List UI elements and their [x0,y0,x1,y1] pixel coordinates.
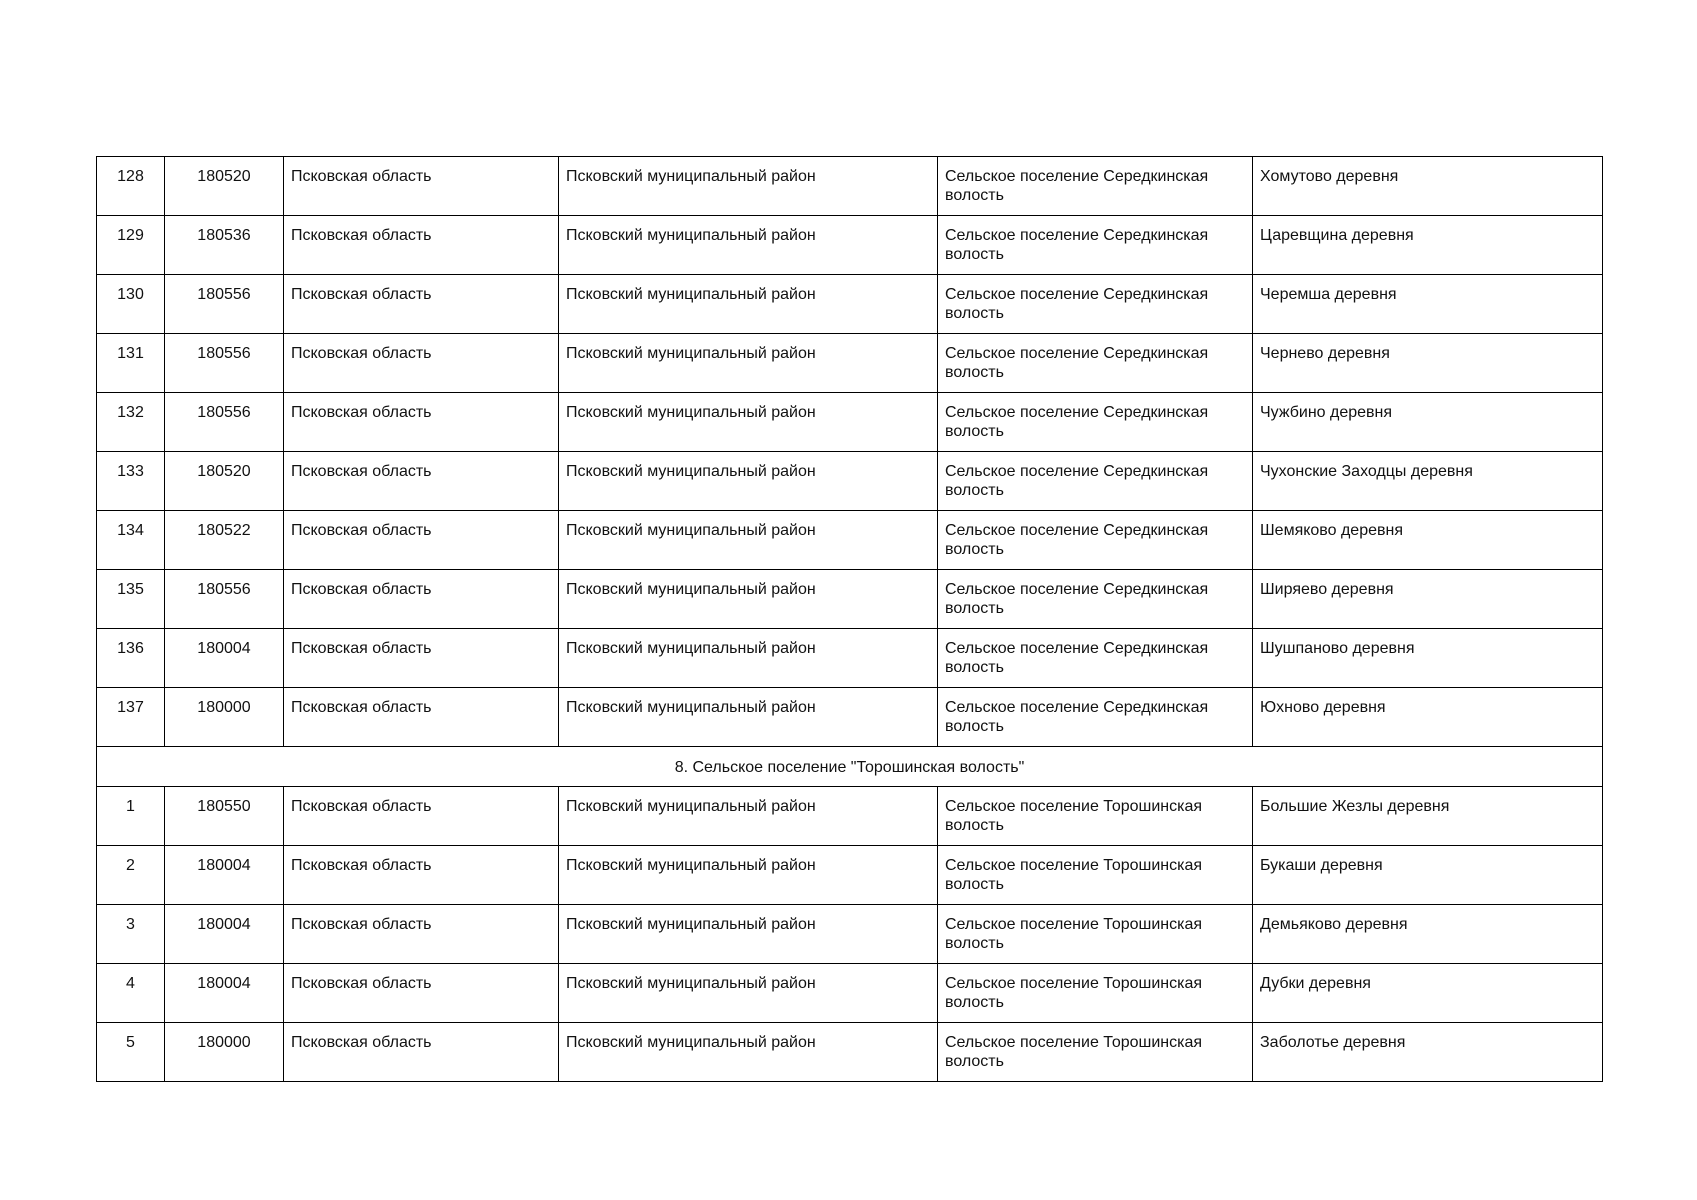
table-row [97,275,1603,334]
region-cell: Псковская область [284,157,559,216]
table-row [97,688,1603,747]
district-cell: Псковский муниципальный район [559,570,938,629]
postal-code: 180556 [165,570,284,629]
row-number: 1 [97,787,165,846]
settlement-cell: Сельское поселение Середкинская волость [938,688,1253,747]
table-row [97,334,1603,393]
region-cell: Псковская область [284,787,559,846]
table-row [97,452,1603,511]
row-number: 129 [97,216,165,275]
locality-cell: Дубки деревня [1253,964,1603,1023]
region-cell: Псковская область [284,846,559,905]
settlement-cell: Сельское поселение Торошинская волость [938,905,1253,964]
settlement-cell: Сельское поселение Торошинская волость [938,1023,1253,1082]
settlement-cell: Сельское поселение Середкинская волость [938,157,1253,216]
settlement-cell: Сельское поселение Середкинская волость [938,393,1253,452]
table-row [97,511,1603,570]
postal-code: 180004 [165,905,284,964]
district-cell: Псковский муниципальный район [559,1023,938,1082]
region-cell: Псковская область [284,1023,559,1082]
postal-code: 180556 [165,393,284,452]
locality-cell: Шушпаново деревня [1253,629,1603,688]
row-number: 134 [97,511,165,570]
district-cell: Псковский муниципальный район [559,275,938,334]
region-cell: Псковская область [284,964,559,1023]
locality-cell: Царевщина деревня [1253,216,1603,275]
locality-cell: Чухонские Заходцы деревня [1253,452,1603,511]
postal-code: 180520 [165,157,284,216]
district-cell: Псковский муниципальный район [559,964,938,1023]
table-row [97,216,1603,275]
locality-cell: Шемяково деревня [1253,511,1603,570]
table-row [97,157,1603,216]
district-cell: Псковский муниципальный район [559,334,938,393]
district-cell: Псковский муниципальный район [559,688,938,747]
postal-code: 180004 [165,629,284,688]
table-row [97,393,1603,452]
region-cell: Псковская область [284,511,559,570]
district-cell: Псковский муниципальный район [559,905,938,964]
settlement-cell: Сельское поселение Середкинская волость [938,629,1253,688]
table-row [97,1023,1603,1082]
district-cell: Псковский муниципальный район [559,157,938,216]
region-cell: Псковская область [284,216,559,275]
row-number: 137 [97,688,165,747]
row-number: 130 [97,275,165,334]
row-number: 131 [97,334,165,393]
settlement-cell: Сельское поселение Середкинская волость [938,511,1253,570]
row-number: 133 [97,452,165,511]
row-number: 136 [97,629,165,688]
row-number: 5 [97,1023,165,1082]
locality-cell: Чернево деревня [1253,334,1603,393]
postal-code: 180000 [165,688,284,747]
settlement-cell: Сельское поселение Середкинская волость [938,275,1253,334]
locality-cell: Чужбино деревня [1253,393,1603,452]
region-cell: Псковская область [284,334,559,393]
district-cell: Псковский муниципальный район [559,216,938,275]
postal-code: 180000 [165,1023,284,1082]
table-row [97,964,1603,1023]
locality-cell: Демьяково деревня [1253,905,1603,964]
row-number: 135 [97,570,165,629]
locality-cell: Ширяево деревня [1253,570,1603,629]
postal-code: 180004 [165,846,284,905]
table-row [97,629,1603,688]
locality-cell: Большие Жезлы деревня [1253,787,1603,846]
postal-code: 180522 [165,511,284,570]
region-cell: Псковская область [284,452,559,511]
settlement-cell: Сельское поселение Торошинская волость [938,787,1253,846]
table-row [97,570,1603,629]
settlements-table [96,156,1603,1082]
locality-cell: Хомутово деревня [1253,157,1603,216]
settlement-cell: Сельское поселение Середкинская волость [938,570,1253,629]
row-number: 3 [97,905,165,964]
row-number: 128 [97,157,165,216]
postal-code: 180536 [165,216,284,275]
postal-code: 180004 [165,964,284,1023]
postal-code: 180556 [165,275,284,334]
row-number: 132 [97,393,165,452]
region-cell: Псковская область [284,905,559,964]
region-cell: Псковская область [284,275,559,334]
table-row [97,905,1603,964]
row-number: 4 [97,964,165,1023]
region-cell: Псковская область [284,393,559,452]
postal-code: 180556 [165,334,284,393]
district-cell: Псковский муниципальный район [559,629,938,688]
settlement-cell: Сельское поселение Торошинская волость [938,846,1253,905]
locality-cell: Черемша деревня [1253,275,1603,334]
settlement-cell: Сельское поселение Середкинская волость [938,452,1253,511]
locality-cell: Заболотье деревня [1253,1023,1603,1082]
row-number: 2 [97,846,165,905]
section-heading: 8. Сельское поселение "Торошинская волость" [97,747,1603,787]
district-cell: Псковский муниципальный район [559,452,938,511]
locality-cell: Букаши деревня [1253,846,1603,905]
settlement-cell: Сельское поселение Середкинская волость [938,334,1253,393]
region-cell: Псковская область [284,688,559,747]
district-cell: Псковский муниципальный район [559,511,938,570]
postal-code: 180550 [165,787,284,846]
district-cell: Псковский муниципальный район [559,846,938,905]
settlement-cell: Сельское поселение Середкинская волость [938,216,1253,275]
district-cell: Псковский муниципальный район [559,787,938,846]
locality-cell: Юхново деревня [1253,688,1603,747]
table-row [97,787,1603,846]
region-cell: Псковская область [284,570,559,629]
district-cell: Псковский муниципальный район [559,393,938,452]
region-cell: Псковская область [284,629,559,688]
settlement-cell: Сельское поселение Торошинская волость [938,964,1253,1023]
section-heading-row [97,747,1603,787]
postal-code: 180520 [165,452,284,511]
table-row [97,846,1603,905]
